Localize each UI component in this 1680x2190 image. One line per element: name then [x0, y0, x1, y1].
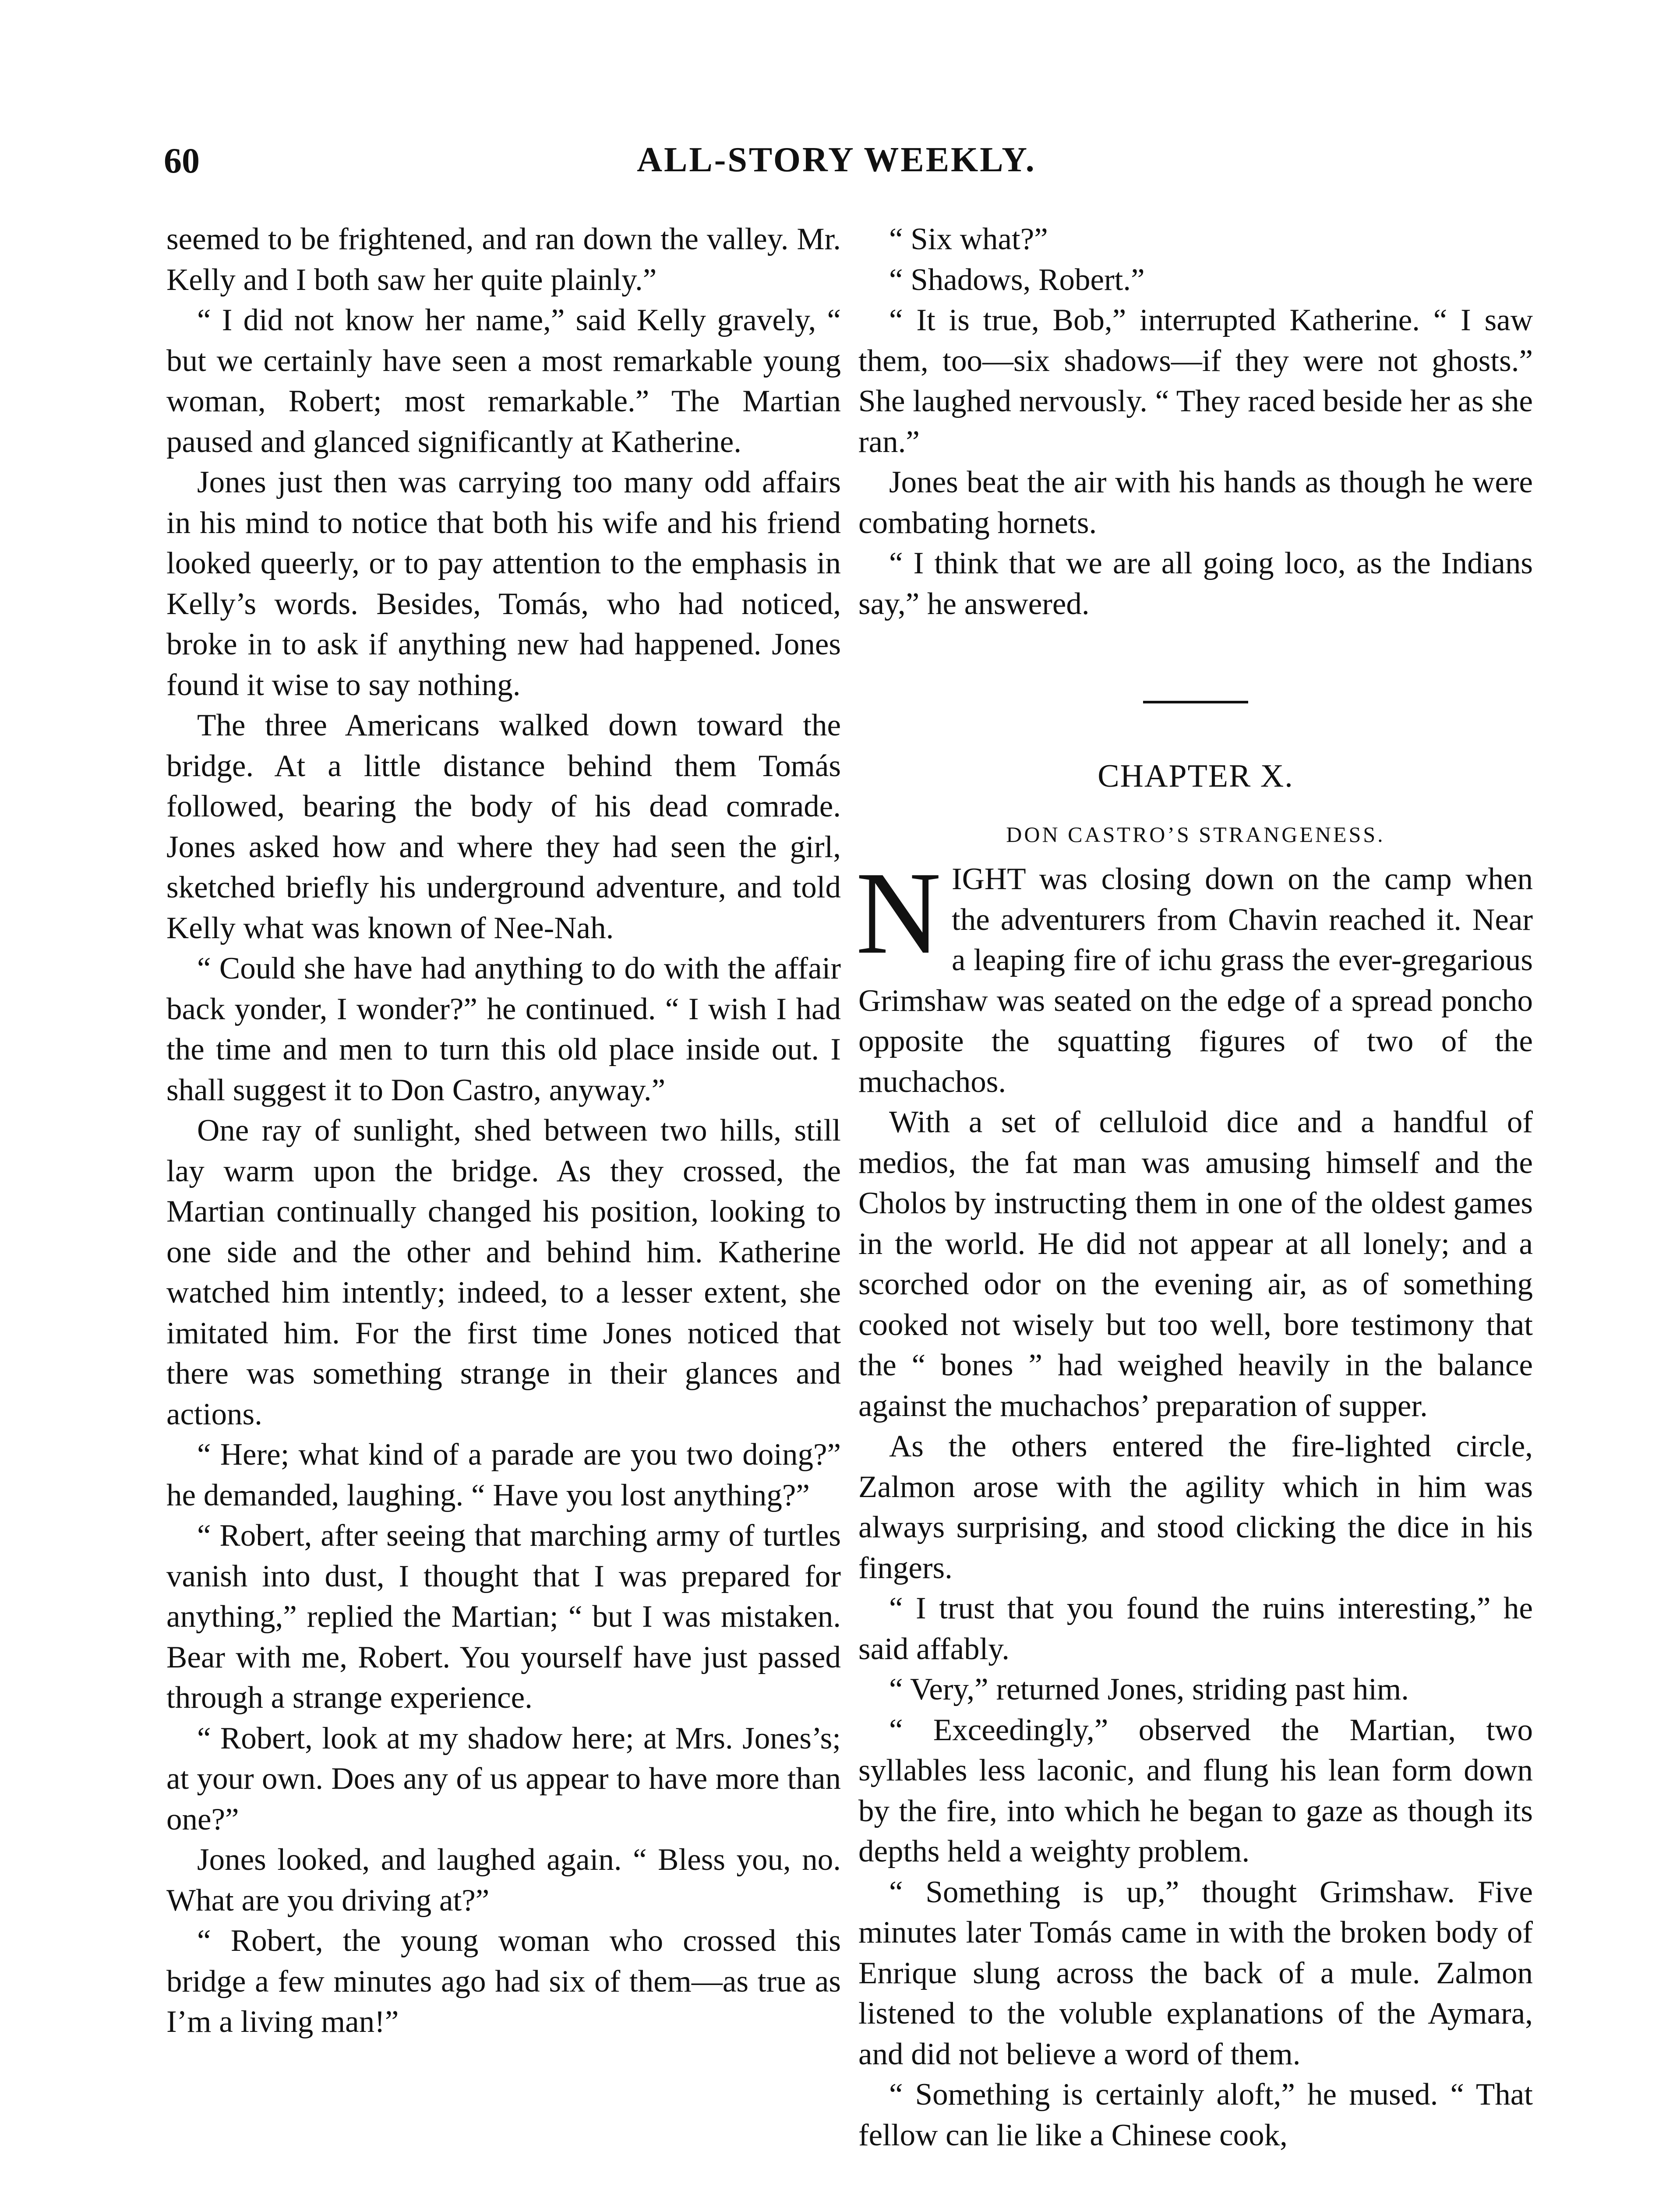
lead-caps: IGHT	[952, 862, 1026, 896]
paragraph: “ Shadows, Robert.”	[889, 262, 1145, 297]
chapter-title: CHAPTER X.	[1098, 758, 1294, 794]
paragraph: “ Robert, the young woman who crossed this bridge a few minutes ago had six of them—as true as I’m a living man!”	[166, 1924, 841, 2039]
paragraph: “ Could she have had anything to do with the affair back yonder, I wonder?” he continued. “ I wish I had the time and men to turn this old place inside out. I shall suggest it to Don Castro, anyway.”	[166, 951, 841, 1107]
paragraph: “ Robert, after seeing that marching army of turtles vanish into dust, I thought that I was prepared for anything,” replied the Martian; “ but I was mistaken. Bear with me, Robert. You yourself have just passed through a strange experience.	[166, 1519, 841, 1715]
paragraph: “ Exceedingly,” observed the Martian, two syllables less laconic, and flung his lean form down by the fire, into which he began to gaze as though its depths held a weighty problem.	[858, 1713, 1533, 1869]
running-title: ALL-STORY WEEKLY.	[637, 141, 1036, 179]
paragraph: “ I did not know her name,” said Kelly gravely, “ but we certainly have seen a most remarkable young woman, Robert; most remarkable.” The Martian paused and glanced significantly at Katherine.	[166, 303, 841, 459]
paragraph: As the others entered the fire-lighted circle, Zalmon arose with the agility which in him was always surprising, and stood clicking the dice in his fingers.	[858, 1429, 1533, 1585]
right-column	[858, 219, 1533, 2155]
paragraph: “ It is true, Bob,” interrupted Katherine. “ I saw them, too—six shadows—if they were not ghosts.” She laughed nervously. “ They raced beside her as she ran.”	[858, 303, 1533, 459]
paragraph: “ Very,” returned Jones, striding past him.	[889, 1672, 1409, 1706]
paragraph: The three Americans walked down toward the bridge. At a little distance behind them Tomás followed, bearing the body of his dead comrade. Jones asked how and where they had seen the girl, sketched briefly his underground adventure, and told Kelly what was known of Nee-Nah.	[166, 708, 841, 945]
opening-text: was closing down on the camp when the adventurers from Chavin reached it. Near a leaping fire of ichu grass the ever-gregarious Grimshaw was seated on the edge of a spread poncho opposite the squatting figures of two of the muchachos.	[858, 862, 1533, 1099]
paragraph: Jones just then was carrying too many odd affairs in his mind to notice that both his wife and his friend looked queerly, or to pay attention to the emphasis in Kelly’s words. Besides, Tomás, who had noticed, broke in to ask if anything new had happened. Jones found it wise to say nothing.	[166, 465, 841, 702]
paragraph: “ I think that we are all going loco, as the Indians say,” he answered.	[858, 546, 1533, 621]
paragraph: One ray of sunlight, shed between two hills, still lay warm upon the bridge. As they crossed, the Martian continually changed his position, looking to one side and the other and behind him. Katherine watched him intently; indeed, to a lesser extent, she imitated him. For the first time Jones noticed that there was something strange in their glances and actions.	[166, 1113, 841, 1431]
chapter-opening-paragraph	[856, 848, 1533, 1102]
paragraph: “ Six what?”	[889, 222, 1048, 256]
chapter-subtitle: DON CASTRO’S STRANGENESS.	[1006, 822, 1385, 847]
left-column	[166, 219, 841, 2042]
paragraph: Jones beat the air with his hands as though he were combating hornets.	[858, 465, 1533, 540]
paragraph: With a set of celluloid dice and a handful of medios, the fat man was amusing himself and the Cholos by instructing them in one of the oldest games in the world. He did not appear at all lonely; and a scorched odor on the evening air, as of something cooked not wisely but too well, bore testimony that the “ bones ” had weighed heavily in the balance against the muchachos’ preparation of supper.	[858, 1105, 1533, 1423]
section-divider	[1143, 701, 1248, 703]
paragraph: “ Here; what kind of a parade are you two doing?” he demanded, laughing. “ Have you lost anything?”	[166, 1438, 841, 1512]
paragraph: “ Robert, look at my shadow here; at Mrs. Jones’s; at your own. Does any of us appear to have more than one?”	[166, 1721, 841, 1837]
drop-cap: N	[856, 848, 941, 978]
paragraph: seemed to be frightened, and ran down the valley. Mr. Kelly and I both saw her quite plainly.”	[166, 222, 841, 297]
page-header	[158, 140, 1515, 193]
page-number: 60	[164, 141, 200, 180]
paragraph: “ Something is certainly aloft,” he mused. “ That fellow can lie like a Chinese cook,	[858, 2077, 1533, 2152]
paragraph: “ Something is up,” thought Grimshaw. Five minutes later Tomás came in with the broken body of Enrique slung across the back of a mule. Zalmon listened to the voluble explanations of the Aymara, and did not believe a word of them.	[858, 1875, 1533, 2071]
paragraph: Jones looked, and laughed again. “ Bless you, no. What are you driving at?”	[166, 1843, 841, 1918]
paragraph: “ I trust that you found the ruins interesting,” he said affably.	[858, 1591, 1533, 1666]
